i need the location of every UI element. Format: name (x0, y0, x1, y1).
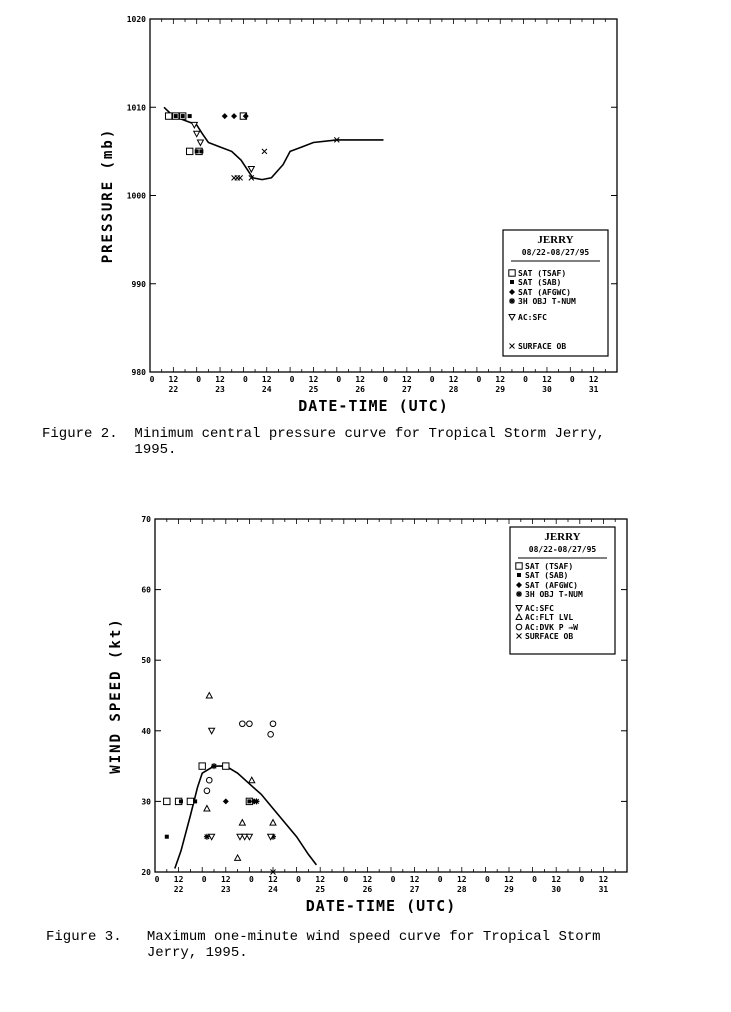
data-point-circle (268, 732, 274, 738)
data-point-diamond (231, 113, 237, 119)
legend-entry-label: SURFACE OB (518, 342, 567, 351)
x-day-label: 25 (315, 885, 326, 894)
x-hour-label: 0 (390, 875, 396, 884)
x-hour-label: 0 (523, 375, 529, 384)
x-hour-label: 12 (173, 875, 184, 884)
data-point-triangle-up (239, 820, 245, 826)
x-day-label: 30 (551, 885, 562, 894)
data-point-circle (247, 721, 253, 727)
y-tick-label: 990 (131, 279, 146, 289)
x-hour-label: 12 (315, 875, 326, 884)
x-hour-label: 12 (268, 875, 278, 884)
x-hour-label: 12 (504, 875, 514, 884)
x-hour-label: 12 (409, 875, 420, 884)
x-day-label: 27 (402, 385, 412, 394)
x-day-label: 29 (495, 385, 506, 394)
x-hour-label: 12 (402, 375, 412, 384)
x-day-label: 24 (261, 385, 272, 394)
legend-entry-label: SAT (AFGWC) (525, 581, 578, 590)
x-hour-label: 0 (196, 375, 202, 384)
x-hour-label: 0 (429, 375, 435, 384)
x-hour-label: 0 (296, 875, 302, 884)
x-hour-label: 0 (248, 875, 254, 884)
data-point-diamond (222, 113, 228, 119)
figure-3-caption: Figure 3. Maximum one-minute wind speed curve for Tropical Storm Jerry, 1995. (46, 929, 601, 961)
legend-symbol-open-square (509, 270, 515, 276)
x-day-label: 22 (173, 885, 184, 894)
data-point-star (211, 763, 217, 769)
data-point-triangle-up (270, 820, 276, 826)
data-point-filled-square (247, 799, 251, 803)
x-day-label: 28 (456, 885, 467, 894)
x-day-label: 24 (268, 885, 278, 894)
data-point-filled-square (179, 799, 183, 803)
x-day-label: 23 (215, 385, 225, 394)
legend-entry-label: 3H OBJ T-NUM (518, 297, 576, 306)
y-tick-label: 1020 (126, 15, 146, 24)
x-hour-label: 12 (495, 375, 506, 384)
data-point-open-square (199, 763, 205, 769)
x-hour-label: 0 (532, 875, 538, 884)
data-point-circle (206, 777, 212, 783)
x-hour-label: 0 (484, 875, 490, 884)
data-point-triangle-down (194, 131, 200, 137)
x-day-label: 23 (220, 885, 231, 894)
data-point-filled-square (174, 114, 178, 118)
data-point-filled-square (181, 114, 185, 118)
pressure-chart (100, 15, 617, 415)
y-tick-label: 20 (141, 868, 151, 877)
data-point-triangle-up (235, 855, 241, 861)
data-point-open-square (165, 113, 171, 119)
data-point-open-square (186, 148, 192, 154)
y-tick-label: 70 (141, 515, 151, 524)
legend-entry-label: 3H OBJ T-NUM (525, 590, 583, 599)
x-day-label: 25 (308, 385, 319, 394)
x-hour-label: 0 (343, 875, 349, 884)
legend-entry-label: AC:FLT LVL (525, 613, 574, 622)
x-day-label: 28 (448, 385, 459, 394)
best-track-curve (164, 107, 384, 179)
legend-symbol-circle (516, 624, 522, 630)
x-day-label: 31 (598, 885, 609, 894)
best-track-curve (175, 766, 317, 868)
x-hour-label: 12 (168, 375, 179, 384)
x-hour-label: 12 (551, 875, 562, 884)
legend-entry-label: SAT (SAB) (525, 571, 569, 580)
legend-symbol-star (509, 298, 515, 304)
data-point-filled-square (195, 149, 199, 153)
y-tick-label: 980 (131, 368, 146, 377)
y-axis-label: WIND SPEED (kt) (108, 617, 124, 774)
legend-title: JERRY (537, 234, 574, 246)
legend-symbol-star (516, 591, 522, 597)
x-axis-label: DATE-TIME (UTC) (298, 397, 449, 415)
x-hour-label: 12 (308, 375, 319, 384)
x-hour-label: 12 (215, 375, 225, 384)
x-hour-label: 0 (242, 375, 248, 384)
x-day-label: 27 (409, 885, 420, 894)
data-point-circle (270, 721, 276, 727)
x-hour-label: 0 (437, 875, 443, 884)
data-point-x (262, 149, 267, 154)
data-point-filled-square (199, 149, 203, 153)
x-hour-label: 0 (201, 875, 207, 884)
legend-symbol-filled-square (517, 573, 521, 577)
data-point-star (253, 798, 259, 804)
data-point-open-square (223, 763, 229, 769)
data-point-triangle-down (197, 140, 203, 146)
data-point-filled-square (193, 799, 197, 803)
y-tick-label: 1000 (126, 191, 146, 201)
x-day-label: 26 (355, 385, 365, 394)
legend-symbol-filled-square (510, 280, 514, 284)
legend-entry-label: AC:SFC (518, 313, 547, 322)
x-hour-label: 12 (261, 375, 272, 384)
y-tick-label: 1010 (126, 103, 146, 113)
x-day-label: 29 (504, 885, 514, 894)
data-point-filled-square (188, 114, 192, 118)
data-point-triangle-up (206, 693, 212, 699)
x-hour-label: 12 (588, 375, 599, 384)
legend-subtitle: 08/22-08/27/95 (521, 248, 590, 257)
x-hour-label: 12 (448, 375, 459, 384)
data-point-diamond (223, 798, 229, 804)
data-point-x (238, 175, 243, 180)
x-hour-label: 12 (362, 875, 373, 884)
figure-2-caption: Figure 2. Minimum central pressure curve for Tropical Storm Jerry, 1995. (42, 426, 605, 458)
legend-entry-label: SAT (AFGWC) (518, 288, 571, 297)
y-tick-label: 60 (141, 585, 151, 595)
y-tick-label: 50 (141, 656, 151, 666)
x-day-label: 30 (542, 385, 552, 394)
wind-speed-chart (108, 515, 627, 915)
data-point-open-square (164, 798, 170, 804)
data-point-open-square (187, 798, 193, 804)
x-hour-label: 0 (579, 875, 585, 884)
legend-entry-label: SAT (TSAF) (525, 562, 574, 571)
x-hour-label: 0 (149, 375, 155, 384)
x-hour-label: 12 (355, 375, 365, 384)
data-point-triangle-up (204, 805, 210, 811)
legend-entry-label: SURFACE OB (525, 632, 574, 641)
x-axis-label: DATE-TIME (UTC) (305, 897, 457, 915)
y-axis-label: PRESSURE (mb) (100, 127, 116, 264)
y-tick-label: 30 (141, 797, 151, 807)
data-point-circle (240, 721, 246, 727)
x-hour-label: 0 (383, 375, 388, 384)
legend-symbol-open-square (516, 563, 522, 569)
legend-subtitle: 08/22-08/27/95 (528, 545, 597, 554)
x-hour-label: 12 (542, 375, 552, 384)
x-day-label: 26 (362, 885, 373, 894)
x-hour-label: 0 (476, 375, 482, 384)
x-day-label: 22 (168, 385, 179, 394)
x-hour-label: 0 (154, 875, 160, 884)
y-tick-label: 40 (141, 726, 151, 736)
legend-entry-label: AC:DVK P →W (525, 623, 578, 632)
legend-entry-label: SAT (SAB) (518, 278, 562, 287)
data-point-triangle-down (246, 834, 252, 840)
legend-entry-label: AC:SFC (525, 604, 554, 613)
x-hour-label: 0 (289, 375, 295, 384)
x-hour-label: 12 (456, 875, 467, 884)
data-point-filled-square (165, 835, 169, 839)
legend-entry-label: SAT (TSAF) (518, 269, 567, 278)
legend-title: JERRY (544, 531, 581, 543)
x-hour-label: 0 (336, 375, 342, 384)
x-hour-label: 12 (598, 875, 609, 884)
x-hour-label: 0 (569, 375, 575, 384)
data-point-triangle-up (249, 777, 255, 783)
data-point-triangle-down (209, 728, 215, 734)
x-day-label: 31 (588, 385, 599, 394)
data-point-circle (204, 788, 210, 794)
x-hour-label: 12 (220, 875, 231, 884)
